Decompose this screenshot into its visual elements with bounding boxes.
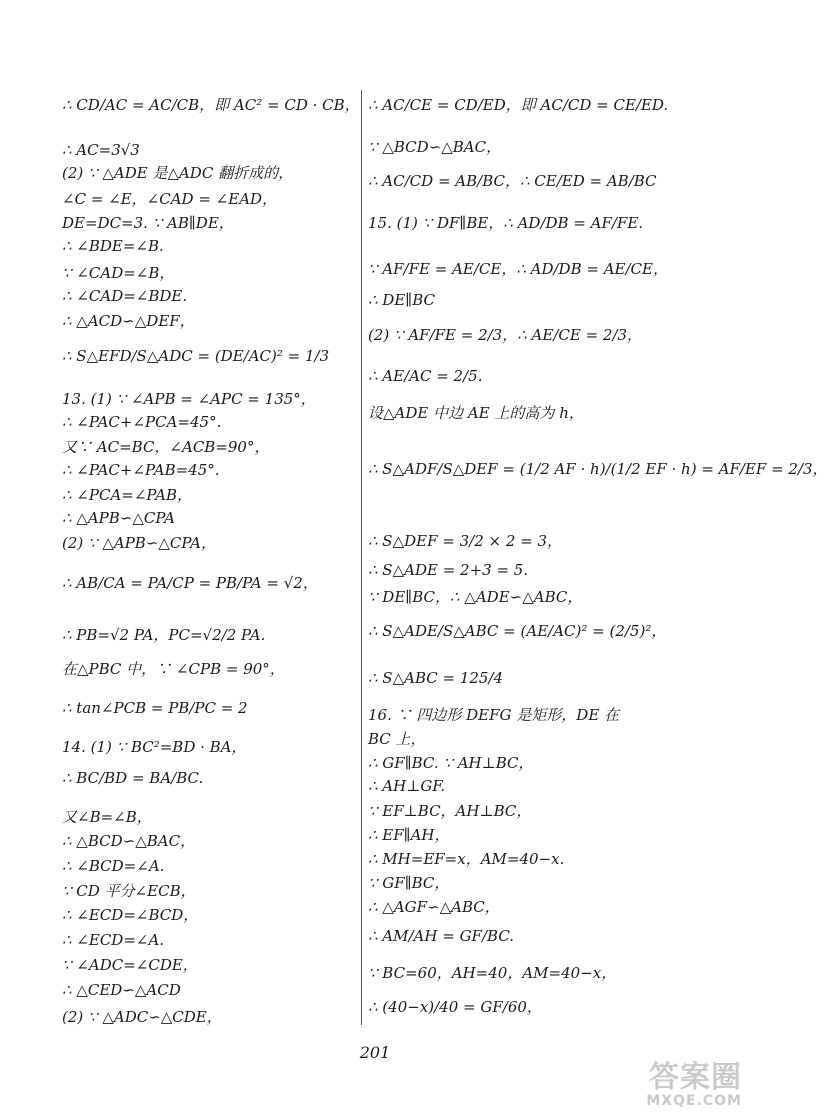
solution-line-text: ∴ EF∥AH， [368, 825, 450, 844]
solution-line-text: ∴ △ACD∽△DEF， [62, 311, 195, 330]
solution-line-text: BC 上， [368, 729, 426, 748]
solution-line [368, 750, 534, 774]
solution-line-text: ∴ AE/AC = 2/5. [368, 367, 483, 385]
solution-line [62, 210, 234, 234]
solution-line-text: 设△ADE 中边 AE 上的高为 h， [368, 403, 584, 422]
solution-line-text: ∵ AF/FE = AE/CE，∴ AD/DB = AE/CE， [368, 259, 668, 278]
solution-line-text: ∴ AB/CA = PA/CP = PB/PA = √2， [62, 573, 318, 592]
solution-line [62, 458, 220, 482]
solution-line-text: ∴ MH=EF=x，AM=40−x. [368, 849, 565, 868]
solution-line [62, 92, 360, 116]
solution-line-text: ∴ AC/CD = AB/BC，∴ CE/ED = AB/BC [368, 171, 657, 190]
solution-line-text: 14. (1) ∵ BC²=BD · BA， [62, 737, 247, 756]
solution-line [62, 766, 203, 790]
solution-line-text: ∴ △APB∽△CPA [62, 509, 175, 527]
page-number: 201 [359, 1043, 391, 1062]
solution-line-text: ∴ ∠PAC+∠PCA=45°. [62, 413, 222, 431]
solution-line [62, 656, 285, 680]
solution-line [62, 344, 329, 368]
solution-line-text: 又∠B=∠B， [62, 807, 152, 826]
solution-line [62, 234, 164, 258]
solution-line-text: ∴ DE∥BC [368, 291, 435, 309]
solution-line-text: ∴ S△ADF/S△DEF = (1/2 AF · h)/(1/2 EF · h) = AF/EF = 2/3， [368, 459, 828, 478]
solution-line [62, 804, 152, 828]
solution-line-text: ∵ CD 平分∠ECB， [62, 881, 196, 900]
solution-line [368, 726, 426, 750]
watermark-logo-text: 答案圈 [649, 1060, 742, 1095]
solution-line-text: ∴ △BCD∽△BAC， [62, 831, 196, 850]
solution-line [62, 482, 192, 506]
solution-line-text: ∴ ∠ECD=∠BCD， [62, 905, 199, 924]
solution-line-text: ∴ ∠BCD=∠A. [62, 857, 165, 875]
solution-line [368, 870, 449, 894]
solution-line [368, 558, 528, 582]
column-divider [361, 90, 362, 1025]
watermark-url: MXQE.COM [646, 1093, 742, 1109]
solution-line [62, 138, 140, 162]
solution-line-text: ∴ S△EFD/S△ADC = (DE/AC)² = 1/3 [62, 347, 330, 365]
solution-line [368, 456, 828, 480]
solution-line [62, 530, 216, 554]
solution-line-text: ∴ GF∥BC. ∵ AH⊥BC， [368, 753, 534, 772]
solution-line [62, 902, 198, 926]
solution-line [62, 570, 318, 594]
solution-line [368, 256, 668, 280]
solution-line [368, 528, 562, 552]
solution-line [62, 828, 195, 852]
solution-line [368, 846, 564, 870]
solution-line-text: ∴ ∠CAD=∠BDE. [62, 287, 188, 305]
solution-line-text: (2) ∵ △ADE 是△ADC 翻折成的， [62, 163, 294, 182]
solution-line [62, 878, 196, 902]
solution-line [368, 288, 435, 312]
solution-line [368, 994, 542, 1018]
solution-line-text: ∴ ∠PCA=∠PAB， [62, 485, 192, 504]
solution-line [368, 774, 445, 798]
solution-line-text: (2) ∵ △APB∽△CPA， [62, 533, 216, 552]
solution-line-text: ∵ ∠CAD=∠B， [62, 263, 175, 282]
solution-line-text: ∴ AC=3√3 [62, 141, 140, 159]
solution-line-text: ∵ DE∥BC，∴ △ADE∽△ABC， [368, 587, 583, 606]
solution-line [368, 92, 668, 116]
solution-line-text: ∴ S△ABC = 125/4 [368, 669, 504, 687]
solution-line-text: (2) ∵ AF/FE = 2/3，∴ AE/CE = 2/3， [368, 325, 643, 344]
solution-line [62, 696, 248, 720]
solution-line [62, 506, 175, 530]
solution-line [62, 734, 247, 758]
solution-line [368, 322, 642, 346]
solution-line [368, 822, 450, 846]
solution-line-text: DE=DC=3. ∵ AB∥DE， [62, 213, 234, 232]
solution-line [62, 410, 221, 434]
solution-line-text: ∴ BC/BD = BA/BC. [62, 769, 204, 787]
solution-line-text: 13. (1) ∵ ∠APB = ∠APC = 135°， [62, 389, 316, 408]
solution-line-text: ∵ EF⊥BC，AH⊥BC， [368, 801, 532, 820]
solution-line [62, 434, 269, 458]
solution-line [368, 702, 619, 726]
solution-line [368, 798, 531, 822]
solution-line-text: ∴ ∠PAC+∠PAB=45°. [62, 461, 220, 479]
solution-line [62, 308, 195, 332]
solution-line-text: (2) ∵ △ADC∽△CDE， [62, 1007, 222, 1026]
solution-line-text: ∴ ∠ECD=∠A. [62, 931, 165, 949]
solution-line [62, 978, 181, 1002]
solution-line [368, 924, 514, 948]
solution-line-text: ∴ (40−x)/40 = GF/60， [368, 997, 542, 1016]
solution-line [368, 960, 616, 984]
solution-line-text: ∴ PB=√2 PA，PC=√2/2 PA. [62, 625, 266, 644]
solution-line-text: ∴ S△ADE = 2+3 = 5. [368, 561, 529, 579]
solution-line [62, 160, 293, 184]
solution-line [62, 622, 265, 646]
solution-line-text: ∵ ∠ADC=∠CDE， [62, 955, 198, 974]
solution-line [368, 168, 657, 192]
solution-line-text: ∴ CD/AC = AC/CB，即 AC² = CD · CB， [62, 95, 360, 114]
solution-line-text: ∠C = ∠E，∠CAD = ∠EAD， [62, 189, 278, 208]
solution-line-text: 在△PBC 中，∵ ∠CPB = 90°， [62, 659, 285, 678]
solution-line-text: ∴ S△ADE/S△ABC = (AE/AC)² = (2/5)²， [368, 621, 667, 640]
solution-line [62, 854, 164, 878]
solution-line-text: ∴ △AGF∽△ABC， [368, 897, 500, 916]
solution-line-text: 又∵ AC=BC，∠ACB=90°， [62, 437, 270, 456]
solution-line-text: ∴ △CED∽△ACD [62, 981, 181, 999]
solution-line [368, 134, 501, 158]
solution-line-text: ∴ ∠BDE=∠B. [62, 237, 164, 255]
solution-line [62, 952, 198, 976]
solution-line [62, 284, 187, 308]
solution-line-text: ∵ △BCD∽△BAC， [368, 137, 502, 156]
solution-line [368, 666, 503, 690]
solution-line [368, 364, 482, 388]
solution-line [368, 210, 643, 234]
solution-line [62, 386, 316, 410]
solution-line [62, 928, 164, 952]
solution-line [368, 584, 582, 608]
solution-line-text: ∵ BC=60，AH=40，AM=40−x， [368, 963, 617, 982]
solution-line [62, 186, 277, 210]
solution-line [368, 400, 584, 424]
solution-line [368, 894, 500, 918]
solution-line-text: ∴ AC/CE = CD/ED，即 AC/CD = CE/ED. [368, 95, 669, 114]
solution-line-text: ∴ AM/AH = GF/BC. [368, 927, 515, 945]
watermark [646, 1060, 742, 1109]
solution-line-text: 15. (1) ∵ DF∥BE，∴ AD/DB = AF/FE. [368, 213, 644, 232]
solution-line [62, 1004, 222, 1028]
solution-line [62, 260, 174, 284]
solution-line-text: ∴ tan∠PCB = PB/PC = 2 [62, 699, 248, 717]
solution-line-text: ∴ S△DEF = 3/2 × 2 = 3， [368, 531, 563, 550]
solution-line-text: ∵ GF∥BC， [368, 873, 450, 892]
solution-line-text: ∴ AH⊥GF. [368, 777, 446, 795]
solution-line-text: 16. ∵ 四边形 DEFG 是矩形，DE 在 [368, 705, 620, 724]
solution-line [368, 618, 666, 642]
